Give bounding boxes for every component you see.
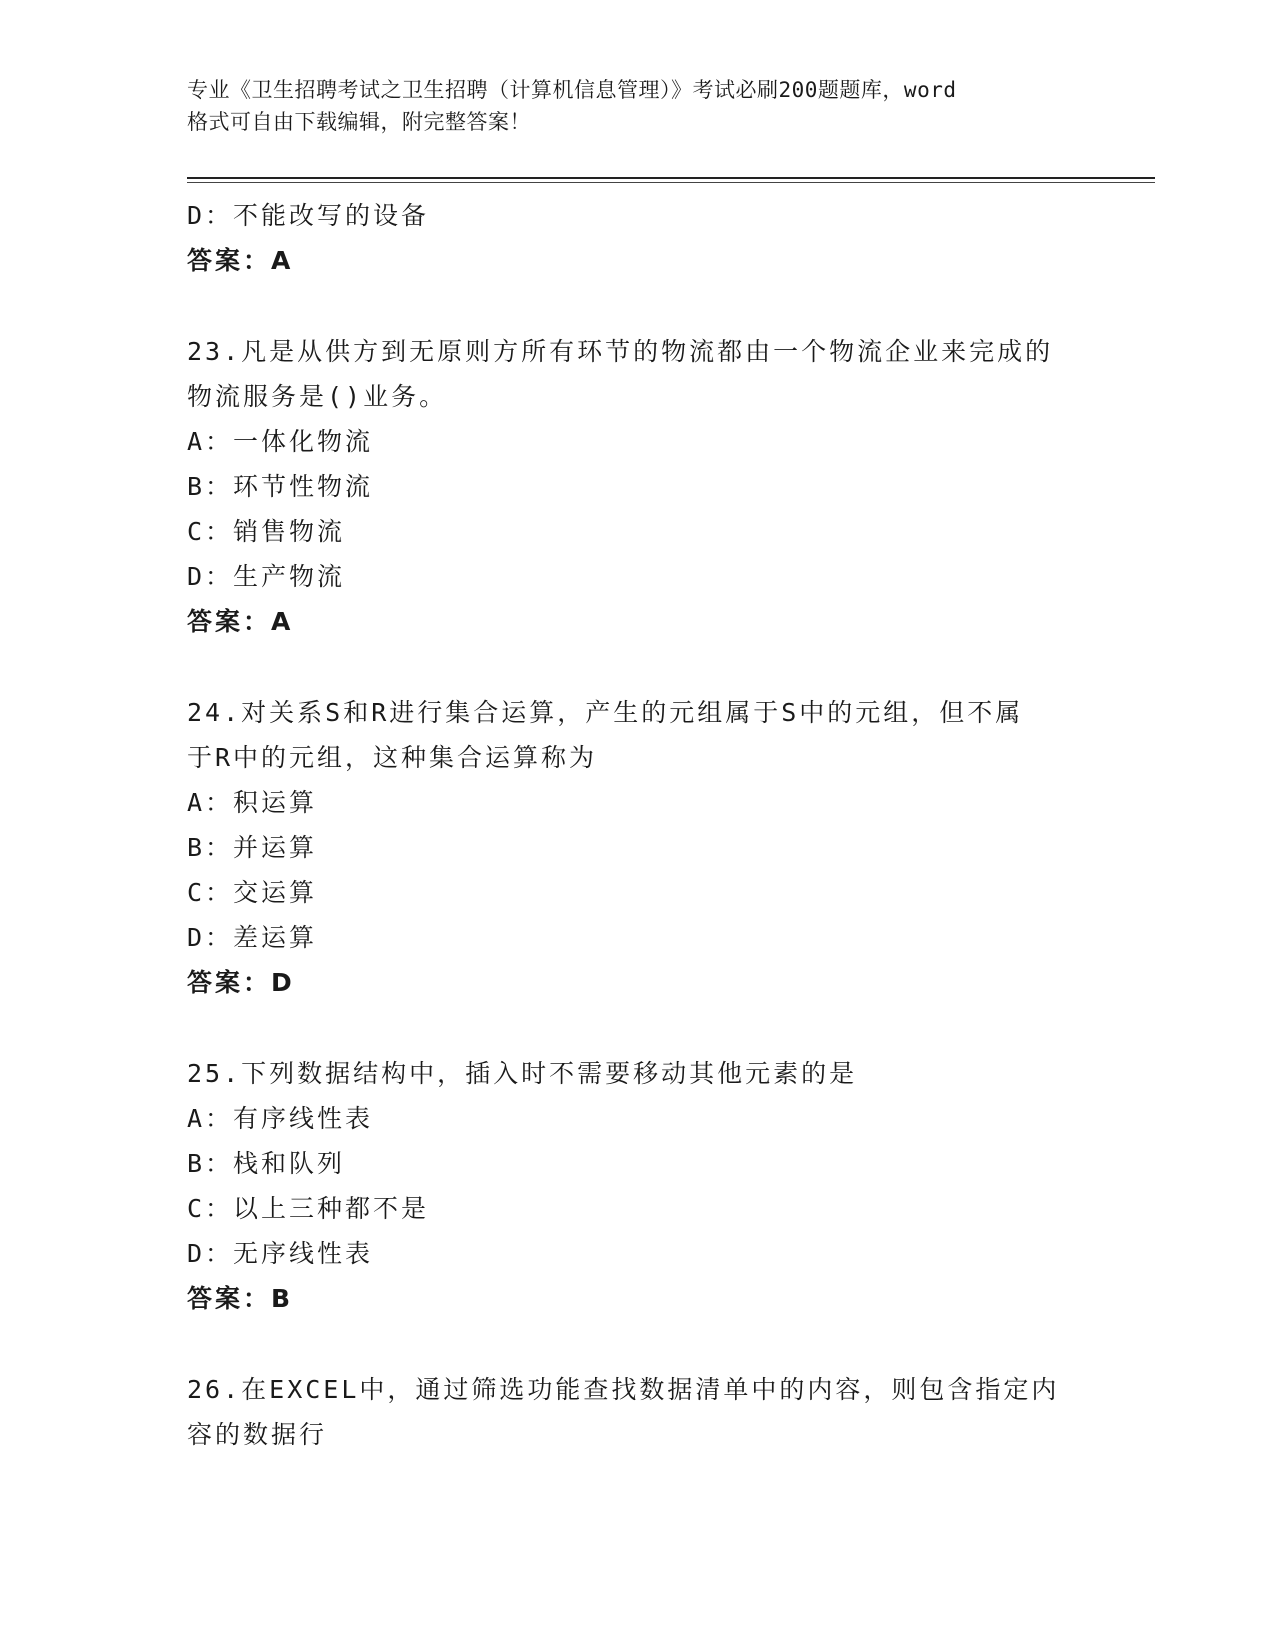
question-list (187, 193, 1087, 1457)
option-d: D：生产物流 (187, 562, 346, 591)
question-25 (187, 1051, 1087, 1321)
option-c: C：以上三种都不是 (187, 1194, 430, 1223)
option-d: D：无序线性表 (187, 1239, 374, 1268)
question-26 (187, 1367, 1087, 1457)
question-text-line-1: 25.下列数据结构中，插入时不需要移动其他元素的是 (187, 1059, 858, 1088)
question-text-line-2: 于R中的元组，这种集合运算称为 (187, 743, 598, 772)
option-d: D：差运算 (187, 923, 318, 952)
header-line-1: 专业《卫生招聘考试之卫生招聘（计算机信息管理）》考试必刷200题题库，word (187, 78, 957, 102)
option-b: B：并运算 (187, 833, 318, 862)
page-header (187, 74, 1087, 138)
spacer (187, 283, 1087, 329)
header-divider-thin (187, 182, 1155, 183)
option-b: B：栈和队列 (187, 1149, 346, 1178)
option-a: A：一体化物流 (187, 427, 374, 456)
option-c: C：销售物流 (187, 517, 346, 546)
prev-question-tail (187, 193, 1087, 283)
header-line-2: 格式可自由下载编辑，附完整答案！ (187, 110, 531, 134)
spacer (187, 644, 1087, 690)
spacer (187, 1321, 1087, 1367)
question-text-line-1: 26.在EXCEL中，通过筛选功能查找数据清单中的内容，则包含指定内 (187, 1375, 1060, 1404)
option-b: B：环节性物流 (187, 472, 374, 501)
question-text-line-2: 容的数据行 (187, 1420, 328, 1449)
spacer (187, 1005, 1087, 1051)
question-23 (187, 329, 1087, 644)
question-text-line-1: 23.凡是从供方到无原则方所有环节的物流都由一个物流企业来完成的 (187, 337, 1054, 366)
header-divider-thick (187, 177, 1155, 179)
question-24 (187, 690, 1087, 1005)
question-text-line-2: 物流服务是()业务。 (187, 382, 448, 411)
answer: 答案：B (187, 1284, 294, 1313)
answer: 答案：D (187, 968, 295, 997)
option-d: D：不能改写的设备 (187, 201, 430, 230)
option-a: A：有序线性表 (187, 1104, 374, 1133)
answer: 答案：A (187, 246, 294, 275)
answer: 答案：A (187, 607, 294, 636)
option-a: A：积运算 (187, 788, 318, 817)
question-text-line-1: 24.对关系S和R进行集合运算，产生的元组属于S中的元组，但不属 (187, 698, 1024, 727)
option-c: C：交运算 (187, 878, 318, 907)
